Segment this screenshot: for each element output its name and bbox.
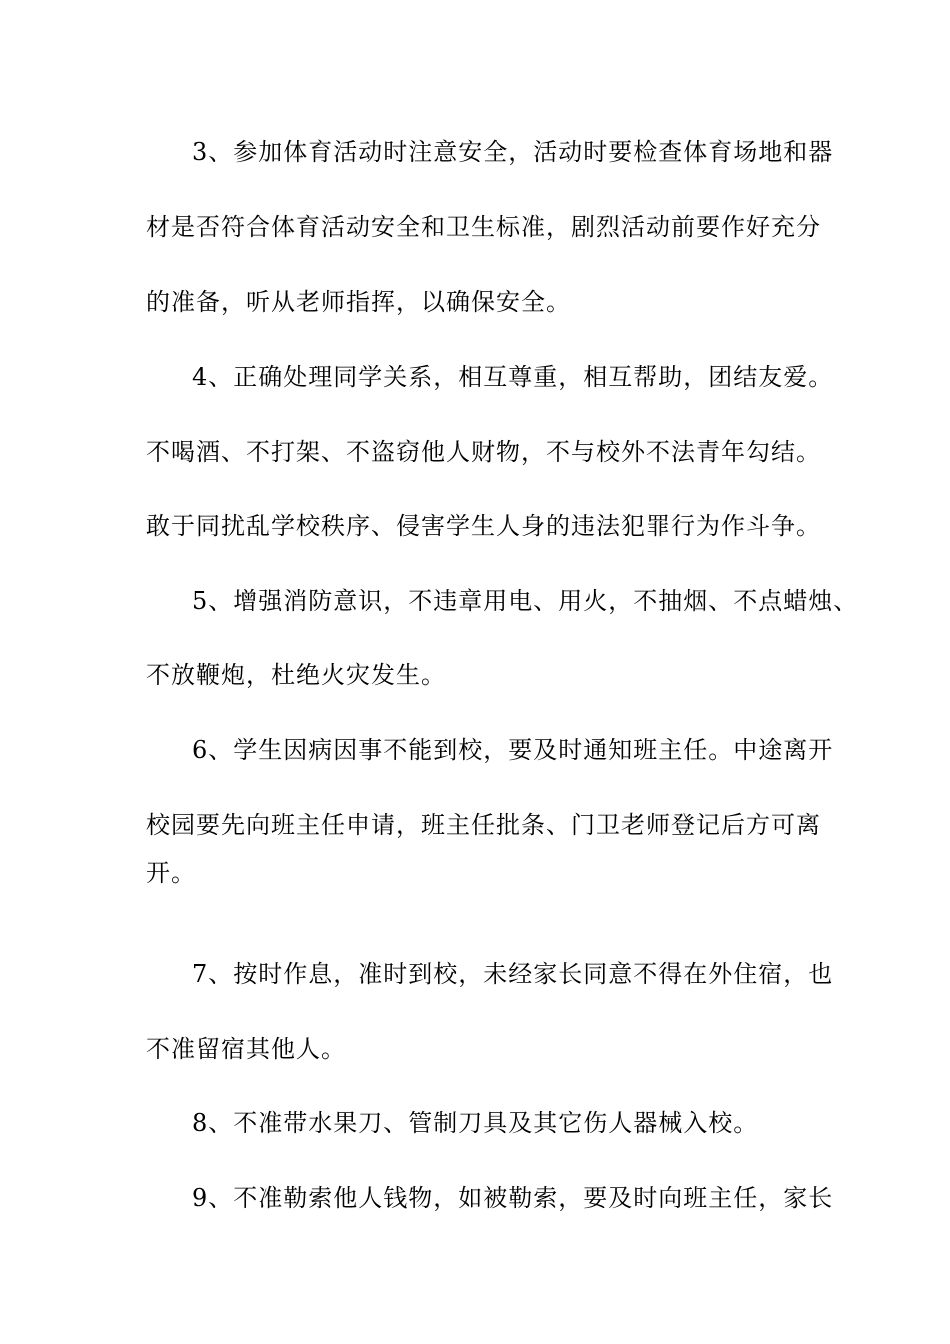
paragraph-4-line-3: 敢于同扰乱学校秩序、侵害学生人身的违法犯罪行为作斗争。 bbox=[146, 512, 821, 540]
paragraph-9-line-1: 9、不准勒索他人钱物，如被勒索，要及时向班主任，家长 bbox=[192, 1184, 834, 1212]
paragraph-3-line-1: 3、参加体育活动时注意安全，活动时要检查体育场地和器 bbox=[192, 138, 834, 166]
paragraph-7-line-2: 不准留宿其他人。 bbox=[146, 1035, 346, 1063]
paragraph-6-line-3: 开。 bbox=[146, 859, 196, 887]
paragraph-5-line-2: 不放鞭炮，杜绝火灾发生。 bbox=[146, 661, 446, 689]
paragraph-4-line-1: 4、正确处理同学关系，相互尊重，相互帮助，团结友爱。 bbox=[192, 363, 834, 391]
paragraph-4-line-2: 不喝酒、不打架、不盗窃他人财物，不与校外不法青年勾结。 bbox=[146, 438, 821, 466]
paragraph-6-line-1: 6、学生因病因事不能到校，要及时通知班主任。中途离开 bbox=[192, 736, 834, 764]
paragraph-8-line-1: 8、不准带水果刀、管制刀具及其它伤人器械入校。 bbox=[192, 1109, 759, 1137]
paragraph-3-line-3: 的准备，听从老师指挥，以确保安全。 bbox=[146, 288, 571, 316]
paragraph-3-line-2: 材是否符合体育活动安全和卫生标准，剧烈活动前要作好充分 bbox=[146, 213, 821, 241]
paragraph-5-line-1: 5、增强消防意识，不违章用电、用火，不抽烟、不点蜡烛、 bbox=[192, 587, 859, 615]
paragraph-7-line-1: 7、按时作息，准时到校，未经家长同意不得在外住宿，也 bbox=[192, 960, 834, 988]
paragraph-6-line-2: 校园要先向班主任申请，班主任批条、门卫老师登记后方可离 bbox=[146, 811, 821, 839]
